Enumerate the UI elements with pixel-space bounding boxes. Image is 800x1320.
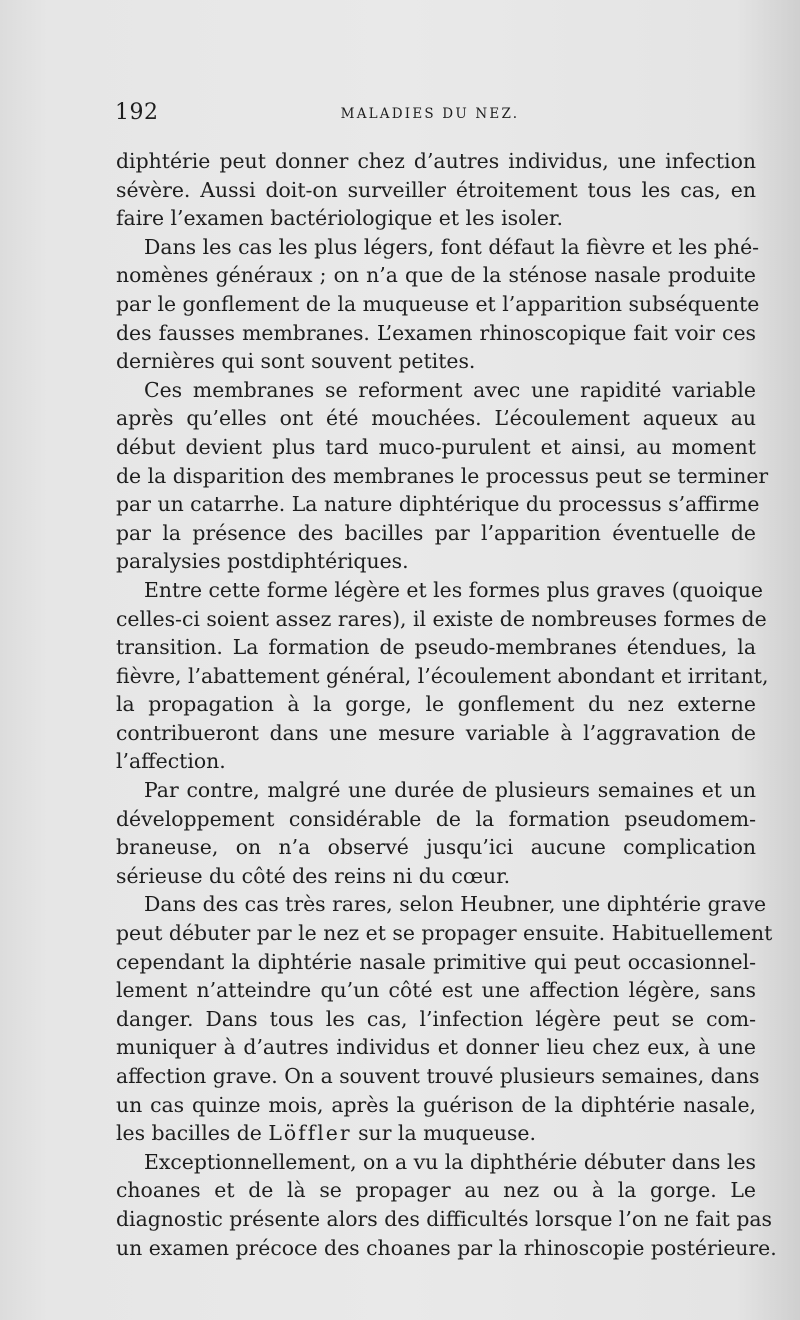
text-line: sévère. Aussi doit-on surveiller étroitement tous les cas, en [116, 177, 756, 202]
text-line: paralysies postdiphtériques. [116, 549, 409, 574]
text-line: peut débuter par le nez et se propager ensuite. Habituellement [116, 921, 773, 946]
text-line: Exceptionnellement, on a vu la diphthérie débuter dans les [144, 1149, 756, 1174]
text-line: danger. Dans tous les cas, l’infection légère peut se com- [116, 1006, 756, 1031]
author-name: Löffler [268, 1121, 352, 1146]
text-line: un cas quinze mois, après la guérison de la diphtérie nasale, [116, 1092, 756, 1117]
page-number: 192 [115, 100, 159, 125]
running-title: MALADIES DU NEZ. [340, 106, 520, 122]
text-line: transition. La formation de pseudo-membranes étendues, la [116, 635, 756, 660]
text-line: la propagation à la gorge, le gonflement du nez externe [116, 692, 756, 717]
text-line: muniquer à d’autres individus et donner lieu chez eux, à une [116, 1035, 756, 1060]
text-line: Entre cette forme légère et les formes plus graves (quoique [144, 577, 763, 602]
text-line: fièvre, l’abattement général, l’écoulement abondant et irritant, [116, 663, 769, 688]
text-line: lement n’atteindre qu’un côté est une affection légère, sans [116, 978, 756, 1003]
text-line: nomènes généraux ; on n’a que de la sténose nasale produite [116, 263, 756, 288]
text-line: des fausses membranes. L’examen rhinoscopique fait voir ces [116, 320, 756, 345]
text-line: par le gonflement de la muqueuse et l’apparition subséquente [116, 291, 760, 316]
text-line: sérieuse du côté des reins ni du cœur. [116, 863, 511, 888]
text-line: faire l’examen bactériologique et les isoler. [116, 206, 563, 231]
text-line: après qu’elles ont été mouchées. L’écoulement aqueux au [116, 406, 756, 431]
text-line: par la présence des bacilles par l’apparition éventuelle de [116, 520, 756, 545]
body-text [116, 147, 777, 1262]
text-line: affection grave. On a souvent trouvé plusieurs semaines, dans [116, 1064, 760, 1088]
text-segment: les bacilles de [116, 1121, 262, 1146]
text-line: un examen précoce des choanes par la rhinoscopie postérieure. [116, 1235, 777, 1260]
text-line: Ces membranes se reforment avec une rapidité variable [144, 377, 756, 402]
text-line: dernières qui sont souvent petites. [116, 349, 476, 374]
text-line: diagnostic présente alors des difficultés lorsque l’on ne fait pas [116, 1206, 773, 1231]
text-line: Par contre, malgré une durée de plusieurs semaines et un [144, 778, 756, 803]
text-segment: sur la muqueuse. [358, 1121, 536, 1146]
text-line: cependant la diphtérie nasale primitive qui peut occasionnel- [116, 949, 756, 974]
text-line: Dans des cas très rares, selon Heubner, une diphtérie grave [144, 892, 767, 917]
text-line: celles-ci soient assez rares), il existe de nombreuses formes de [116, 606, 767, 631]
text-line [116, 1119, 756, 1148]
text-line: par un catarrhe. La nature diphtérique du processus s’affirme [116, 492, 760, 517]
text-line: choanes et de là se propager au nez ou à la gorge. Le [116, 1178, 756, 1203]
text-line: début devient plus tard muco-purulent et ainsi, au moment [116, 434, 756, 459]
text-line: de la disparition des membranes le processus peut se terminer [116, 463, 769, 488]
text-line: diphtérie peut donner chez d’autres individus, une infection [116, 149, 756, 173]
text-line: l’affection. [116, 749, 226, 774]
text-line: Dans les cas les plus légers, font défaut la fièvre et les phé- [144, 234, 760, 259]
text-line: développement considérable de la formation pseudomem- [116, 806, 756, 831]
text-line: contribueront dans une mesure variable à l’aggravation de [116, 720, 756, 745]
text-line: braneuse, on n’a observé jusqu’ici aucune complication [116, 835, 756, 860]
